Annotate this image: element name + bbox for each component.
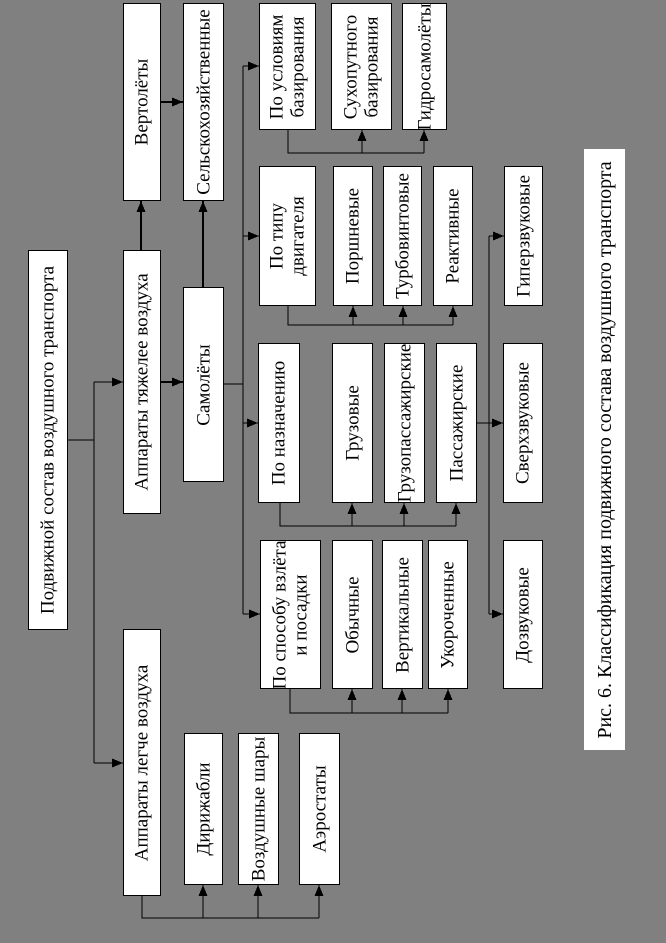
node-cargo	[332, 343, 373, 503]
node-piston	[333, 166, 373, 306]
node-airplanes-label: Самолёты	[192, 343, 214, 426]
node-conventional	[332, 540, 373, 689]
connector-basing-rail	[288, 130, 424, 153]
node-balloons-label: Воздушные шары	[247, 736, 269, 882]
node-hypersonic-label: Гиперзвуковые	[512, 174, 534, 298]
node-cargo-passenger-label: Грузопассажирские	[393, 343, 415, 503]
land-based-line-2: базирования	[361, 16, 383, 118]
node-turboprop-label: Турбовинтовые	[391, 173, 413, 299]
node-heavier-than-air-label: Аппараты тяжелее воздуха	[131, 273, 153, 491]
by-basing-line-2: базирования	[287, 15, 309, 118]
node-airplanes	[183, 287, 224, 482]
figure-caption-box	[584, 149, 625, 750]
by-takeoff-line-1: По способу взлёта	[269, 539, 291, 690]
connector-takeoff-rail	[290, 689, 448, 713]
node-seaplanes	[402, 3, 447, 130]
node-supersonic	[503, 343, 543, 503]
node-lighter-than-air	[123, 629, 161, 896]
node-helicopters	[123, 3, 161, 201]
node-shortened-label: Укороченные	[437, 560, 459, 669]
node-agricultural	[183, 3, 224, 201]
node-root	[28, 250, 68, 630]
connector-airplanes-rail	[224, 66, 243, 614]
connector-root-split	[68, 382, 94, 763]
node-by-engine-type-label	[266, 196, 309, 276]
node-vertical-label: Вертикальные	[391, 556, 413, 673]
node-lighter-than-air-label: Аппараты легче воздуха	[131, 664, 153, 861]
node-aerostats	[299, 733, 340, 885]
by-engine-line-1: По типу	[266, 202, 288, 270]
node-subsonic-label: Дозвуковые	[512, 566, 534, 663]
node-land-based-label	[340, 14, 383, 118]
node-by-basing	[259, 3, 316, 130]
node-piston-label: Поршневые	[342, 187, 364, 285]
node-balloons	[238, 733, 279, 885]
node-by-basing-label	[266, 14, 309, 119]
node-agricultural-label: Сельскохозяйственные	[192, 9, 214, 195]
node-shortened	[428, 540, 468, 689]
by-engine-line-2: двигателя	[287, 196, 309, 276]
node-passenger-label: Пассажирские	[445, 364, 467, 482]
by-basing-line-1: По условиям	[266, 14, 288, 119]
node-by-takeoff-landing	[260, 540, 321, 689]
node-passenger	[436, 343, 477, 503]
node-root-label: Подвижной состав воздушного транспорта	[37, 265, 59, 615]
node-helicopters-label: Вертолёты	[131, 58, 153, 146]
node-aerostats-label: Аэростаты	[308, 765, 330, 853]
node-seaplanes-label: Гидросамолёты	[413, 3, 435, 130]
node-dirigibles	[184, 733, 223, 885]
node-supersonic-label: Сверхзвуковые	[512, 362, 534, 484]
node-heavier-than-air	[123, 250, 161, 514]
node-turboprop	[383, 166, 422, 306]
node-vertical	[382, 540, 423, 689]
node-by-purpose-label: По назначению	[268, 360, 290, 486]
connector-speed-rail	[477, 236, 489, 614]
node-jet-label: Реактивные	[442, 188, 464, 284]
node-land-based	[331, 3, 392, 130]
node-conventional-label: Обычные	[341, 575, 363, 654]
node-dirigibles-label: Дирижабли	[192, 762, 214, 856]
node-by-engine-type	[259, 166, 316, 306]
connector-lighter-rail	[142, 896, 319, 918]
node-by-takeoff-landing-label	[269, 540, 312, 689]
node-cargo-passenger	[384, 343, 425, 503]
node-jet	[433, 166, 473, 306]
by-takeoff-line-2: и посадки	[290, 573, 312, 656]
figure-caption: Рис. 6. Классификация подвижного состава воздушного транспорта	[593, 160, 616, 739]
connector-engine-rail	[288, 306, 453, 325]
connector-purpose-rail	[280, 503, 456, 526]
node-hypersonic	[504, 166, 543, 306]
node-by-purpose	[258, 343, 300, 503]
land-based-line-1: Сухопутного	[340, 14, 362, 119]
node-subsonic	[503, 540, 543, 689]
node-cargo-label: Грузовые	[341, 385, 363, 461]
